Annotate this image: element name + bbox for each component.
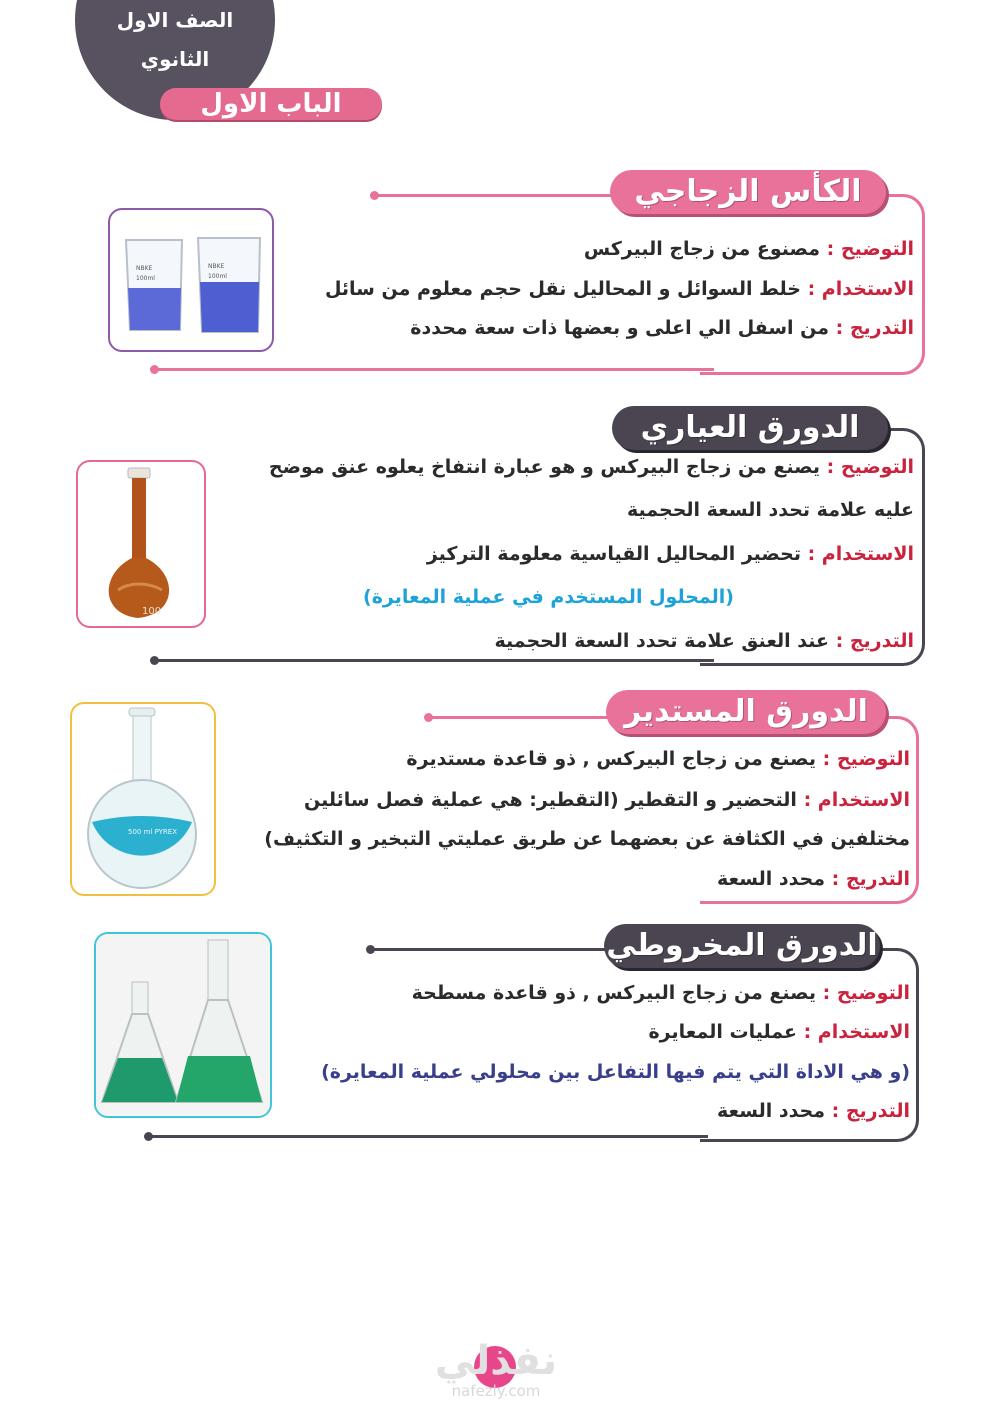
- section-title: الدورق العياري: [612, 406, 888, 450]
- beaker-image: [108, 208, 274, 352]
- usage-row: [325, 278, 914, 300]
- site-url[interactable]: nafezly.com: [451, 1382, 541, 1400]
- bottom-rule: [148, 1135, 708, 1138]
- flask-volume: 100: [142, 606, 162, 617]
- graduation-label: التدريج :: [835, 630, 914, 652]
- desc-label: التوضيح :: [826, 456, 914, 478]
- beaker-volume: 100ml: [208, 273, 227, 280]
- graduation-row: [717, 1100, 910, 1122]
- desc-row: [269, 456, 914, 478]
- beaker-brand: NBKE: [208, 263, 225, 270]
- usage-continued: مختلفين في الكثافة عن بعضهما عن طريق عمليتي التبخير و التكثيف): [264, 828, 910, 850]
- conical-flask-image: [94, 932, 272, 1118]
- rule-dot: [150, 365, 159, 374]
- graduation-row: [717, 868, 910, 890]
- chapter-title: الباب الاول: [160, 88, 382, 120]
- usage-row: [427, 543, 914, 565]
- desc-text: يصنع من زجاج البيركس , ذو قاعدة مسطحة: [411, 982, 817, 1004]
- usage-text: تحضير المحاليل القياسية معلومة التركيز: [426, 543, 801, 565]
- desc-text: مصنوع من زجاج البيركس: [583, 238, 821, 260]
- graduation-row: [410, 317, 914, 339]
- round-flask-image: [70, 702, 216, 896]
- usage-row: [648, 1021, 910, 1043]
- rule-dot: [366, 945, 375, 954]
- usage-text: عمليات المعايرة: [648, 1021, 797, 1043]
- bottom-rule: [154, 659, 714, 662]
- rule-dot: [424, 713, 433, 722]
- graduation-text: عند العنق علامة تحدد السعة الحجمية: [494, 630, 830, 652]
- section-title: الدورق المخروطي: [604, 924, 880, 968]
- section-title: الكأس الزجاجي: [610, 170, 886, 214]
- graduation-row: [494, 630, 914, 652]
- usage-note: (المحلول المستخدم في عملية المعايرة): [363, 586, 734, 608]
- beaker-volume: 100ml: [136, 275, 155, 282]
- beaker-brand: NBKE: [136, 265, 153, 272]
- desc-text: يصنع من زجاج البيركس و هو عبارة انتفاخ يعلوه عنق موضح: [268, 456, 821, 478]
- usage-text: التحضير و التقطير (التقطير: هي عملية فصل سائلين: [304, 789, 797, 811]
- usage-label: الاستخدام :: [803, 789, 910, 811]
- site-logo: نفذلي: [434, 1338, 558, 1384]
- desc-label: التوضيح :: [822, 748, 910, 770]
- desc-row: [406, 748, 910, 770]
- graduation-text: محدد السعة: [716, 868, 826, 890]
- rule-dot: [370, 191, 379, 200]
- usage-label: الاستخدام :: [803, 1021, 910, 1043]
- grade-line-1: الصف الاول: [116, 8, 234, 32]
- graduation-label: التدريج :: [831, 1100, 910, 1122]
- usage-row: [304, 789, 910, 811]
- graduation-text: محدد السعة: [716, 1100, 826, 1122]
- flask-brand: 500 ml PYREX: [128, 828, 177, 836]
- bottom-rule: [154, 368, 714, 371]
- usage-label: الاستخدام :: [807, 543, 914, 565]
- graduation-text: من اسفل الي اعلى و بعضها ذات سعة محددة: [410, 317, 830, 339]
- graduation-label: التدريج :: [835, 317, 914, 339]
- rule-dot: [144, 1132, 153, 1141]
- desc-label: التوضيح :: [822, 982, 910, 1004]
- desc-row: [412, 982, 910, 1004]
- desc-row: [584, 238, 914, 260]
- volumetric-flask-image: [76, 460, 206, 628]
- section-title: الدورق المستدير: [606, 690, 886, 734]
- desc-label: التوضيح :: [826, 238, 914, 260]
- rule-dot: [150, 656, 159, 665]
- graduation-label: التدريج :: [831, 868, 910, 890]
- desc-text: يصنع من زجاج البيركس , ذو قاعدة مستديرة: [406, 748, 817, 770]
- usage-note: (و هي الاداة التي يتم فيها التفاعل بين محلولي عملية المعايرة): [321, 1061, 910, 1083]
- desc-continued: عليه علامة تحدد السعة الحجمية: [627, 499, 914, 521]
- usage-label: الاستخدام :: [807, 278, 914, 300]
- grade-line-2: الثانوي: [140, 47, 210, 71]
- usage-text: خلط السوائل و المحاليل نقل حجم معلوم من سائل: [324, 278, 801, 300]
